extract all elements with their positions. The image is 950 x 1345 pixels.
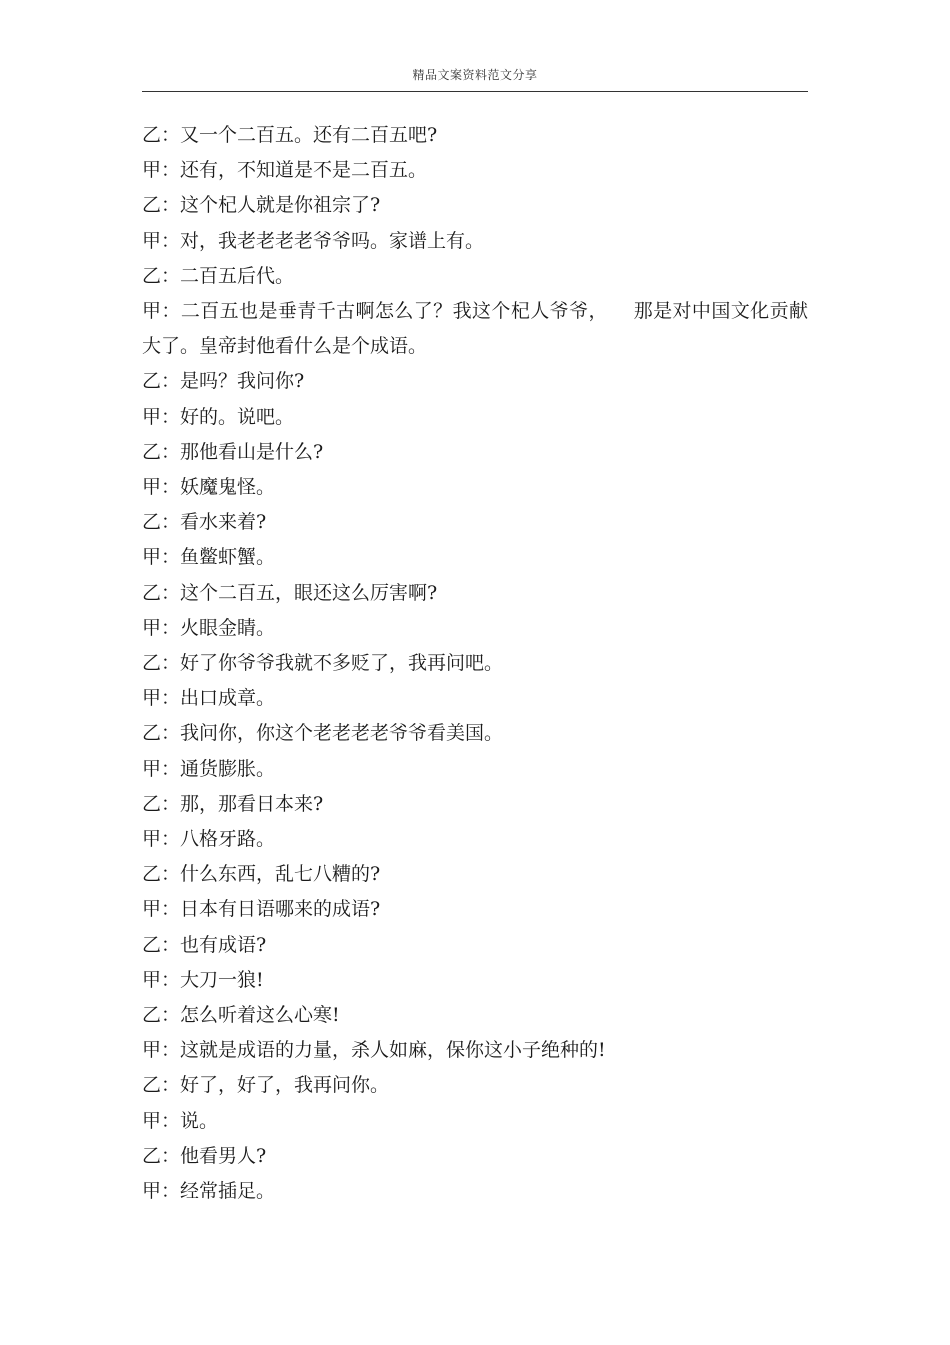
dialogue-line: 乙：这个二百五，眼还这么厉害啊? xyxy=(142,581,438,604)
dialogue-line: 乙：我问你，你这个老老老老爷爷看美国。 xyxy=(142,722,504,745)
dialogue-body xyxy=(142,118,808,1209)
dialogue-line: 甲：经常插足。 xyxy=(142,1180,276,1203)
dialogue-line: 甲：二百五也是垂青千古啊怎么了？我这个杞人爷爷， 那是对中国文化贡献大了。皇帝封他看什么是个成语。 xyxy=(142,300,808,358)
page-header xyxy=(142,64,808,92)
dialogue-line: 甲：通货膨胀。 xyxy=(142,757,276,780)
dialogue-line: 甲：说。 xyxy=(142,1109,219,1132)
dialogue-line: 甲：还有，不知道是不是二百五。 xyxy=(142,159,428,182)
dialogue-line: 乙：看水来着? xyxy=(142,511,267,534)
dialogue-line: 甲：这就是成语的力量，杀人如麻，保你这小子绝种的! xyxy=(142,1039,606,1062)
dialogue-line: 乙：好了你爷爷我就不多贬了，我再问吧。 xyxy=(142,652,504,675)
dialogue-line: 甲：八格牙路。 xyxy=(142,828,276,851)
dialogue-line: 乙：也有成语? xyxy=(142,933,267,956)
dialogue-line: 乙：是吗？我问你? xyxy=(142,370,305,393)
dialogue-line: 乙：那他看山是什么? xyxy=(142,440,324,463)
dialogue-line: 乙：怎么听着这么心寒! xyxy=(142,1004,340,1027)
dialogue-line: 乙：他看男人? xyxy=(142,1144,267,1167)
dialogue-line: 甲：出口成章。 xyxy=(142,687,276,710)
dialogue-line: 甲：大刀一狼! xyxy=(142,968,264,991)
dialogue-line: 甲：火眼金睛。 xyxy=(142,616,276,639)
dialogue-line: 甲：日本有日语哪来的成语? xyxy=(142,898,381,921)
header-text: 精品文案资料范文分享 xyxy=(412,68,538,82)
dialogue-line: 甲：鱼鳖虾蟹。 xyxy=(142,546,276,569)
dialogue-line: 甲：对，我老老老老爷爷吗。家谱上有。 xyxy=(142,229,485,252)
dialogue-line: 乙：这个杞人就是你祖宗了? xyxy=(142,194,381,217)
dialogue-line: 甲：妖魔鬼怪。 xyxy=(142,476,276,499)
dialogue-line: 甲：好的。说吧。 xyxy=(142,405,295,428)
dialogue-line: 乙：二百五后代。 xyxy=(142,264,295,287)
dialogue-line: 乙：什么东西，乱七八糟的? xyxy=(142,863,381,886)
dialogue-line: 乙：又一个二百五。还有二百五吧? xyxy=(142,124,438,146)
dialogue-line: 乙：那，那看日本来? xyxy=(142,792,324,815)
dialogue-line: 乙：好了，好了，我再问你。 xyxy=(142,1074,390,1097)
